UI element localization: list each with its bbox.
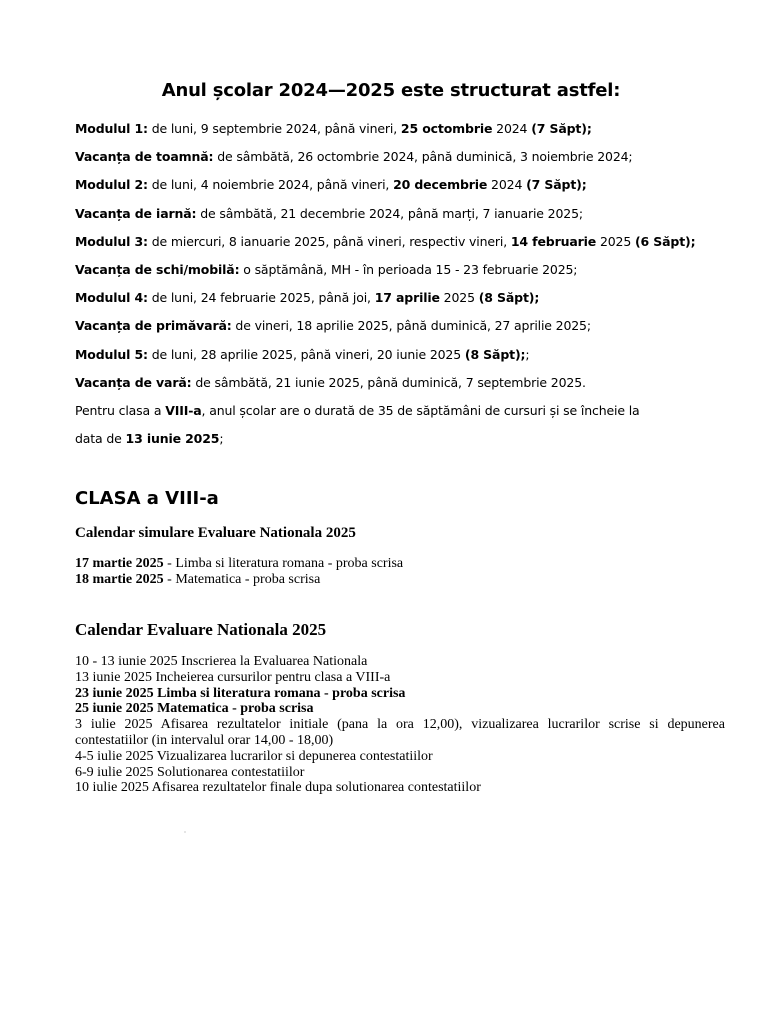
schedule-line-modul-2 (75, 173, 765, 201)
list-item: 4-5 iulie 2025 Vizualizarea lucrarilor si depunerea contestatiilor (75, 748, 433, 764)
schedule-list (75, 117, 765, 455)
schedule-line-modul-1 (75, 117, 765, 145)
line-text: de luni, 28 aprilie 2025, până vineri, 20 iunie 2025 (147, 346, 465, 362)
line-bold: 17 aprilie (374, 290, 440, 306)
line-text: de vineri, 18 aprilie 2025, până duminică, 27 aprilie 2025; (231, 318, 591, 334)
scan-speck (184, 831, 186, 833)
list-item (75, 556, 403, 572)
line-text: de miercuri, 8 ianuarie 2025, până vineri, respectiv vineri, (147, 233, 511, 249)
line-text: de sâmbătă, 21 iunie 2025, până duminică, 7 septembrie 2025. (191, 374, 586, 390)
item-date: 18 martie 2025 (75, 572, 164, 587)
line-text: de luni, 9 septembrie 2024, până vineri, (147, 121, 401, 136)
schedule-line-vacanta-toamna (75, 145, 765, 173)
schedule-line-vacanta-vara (75, 371, 765, 399)
list-item: 10 - 13 iunie 2025 Inscrierea la Evaluarea Nationala (75, 654, 368, 669)
note-text: data de (75, 431, 126, 447)
line-bold2: (7 Săpt); (526, 177, 587, 193)
note-text: , anul școlar are o durată de 35 de săptămâni de cursuri și se încheie la (201, 402, 640, 418)
line-text: de sâmbătă, 26 octombrie 2024, până duminică, 3 noiembrie 2024; (213, 149, 633, 165)
line-bold: 20 decembrie (393, 177, 488, 193)
line-bold: 14 februarie (510, 233, 597, 249)
list-item: 6-9 iulie 2025 Solutionarea contestatiilor (75, 764, 305, 780)
line-label: Modulul 4: (75, 290, 148, 306)
list-item: 13 iunie 2025 Incheierea cursurilor pentru clasa a VIII-a (75, 669, 391, 685)
line-label: Vacanța de vară: (75, 374, 192, 390)
note-bold: VIII-a (165, 402, 202, 418)
line-after: 2025 (439, 290, 479, 306)
schedule-line-vacanta-primavara (75, 314, 765, 342)
note-text: Pentru clasa a (75, 402, 166, 418)
list-item: 25 iunie 2025 Matematica - proba scrisa (75, 701, 314, 717)
line-text: o săptămână, MH - în perioada 15 - 23 februarie 2025; (239, 261, 578, 277)
simulation-list (75, 556, 403, 588)
line-label: Modulul 1: (75, 121, 148, 136)
evaluation-list (75, 654, 725, 796)
line-label: Modulul 5: (75, 346, 148, 362)
line-text: de luni, 24 februarie 2025, până joi, (147, 290, 375, 306)
note-line-2 (75, 427, 765, 455)
list-item: 3 iulie 2025 Afisarea rezultatelor initiale (pana la ora 12,00), vizualizarea lucrarilor scrise si depunerea contestatiilor (in intervalul orar 14,00 - 18,00) (75, 717, 725, 748)
schedule-line-vacanta-iarna (75, 202, 765, 230)
simulation-title: Calendar simulare Evaluare Nationala 2025 (75, 525, 356, 541)
list-item: 10 iulie 2025 Afisarea rezultatelor finale dupa solutionarea contestatiilor (75, 780, 481, 796)
line-label: Vacanța de schi/mobilă: (75, 261, 240, 277)
line-label: Modulul 3: (75, 233, 148, 249)
list-item: 23 iunie 2025 Limba si literatura romana - proba scrisa (75, 685, 406, 701)
line-after: 2024 (492, 121, 532, 136)
item-date: 17 martie 2025 (75, 556, 164, 571)
item-text: - Limba si literatura romana - proba scrisa (163, 556, 404, 571)
item-text: - Matematica - proba scrisa (163, 572, 321, 587)
list-item (75, 572, 403, 588)
document-title: Anul școlar 2024—2025 este structurat astfel: (161, 80, 621, 101)
line-label: Vacanța de primăvară: (75, 318, 232, 334)
line-bold2: (7 Săpt); (531, 121, 592, 136)
line-bold2: (6 Săpt); (634, 233, 696, 249)
line-text: de luni, 4 noiembrie 2024, până vineri, (147, 177, 394, 193)
line-after: 2024 (487, 177, 527, 193)
line-bold: (8 Săpt); (464, 346, 526, 362)
schedule-line-modul-5 (75, 343, 765, 371)
line-bold2: (8 Săpt); (478, 290, 540, 306)
schedule-line-modul-3 (75, 230, 765, 258)
line-bold: 25 octombrie (400, 121, 493, 136)
note-text: ; (219, 431, 224, 447)
line-label: Vacanța de iarnă: (75, 205, 197, 221)
line-after: ; (525, 346, 530, 362)
line-after: 2025 (596, 233, 635, 249)
evaluation-title: Calendar Evaluare Nationala 2025 (75, 620, 327, 639)
note-bold: 13 iunie 2025 (125, 431, 220, 447)
section-title: CLASA a VIII-a (75, 488, 219, 509)
schedule-line-modul-4 (75, 286, 765, 314)
note-line-1 (75, 399, 765, 427)
line-label: Modulul 2: (75, 177, 148, 193)
schedule-line-vacanta-schi (75, 258, 765, 286)
line-label: Vacanța de toamnă: (75, 149, 214, 165)
line-text: de sâmbătă, 21 decembrie 2024, până marți, 7 ianuarie 2025; (196, 205, 583, 221)
